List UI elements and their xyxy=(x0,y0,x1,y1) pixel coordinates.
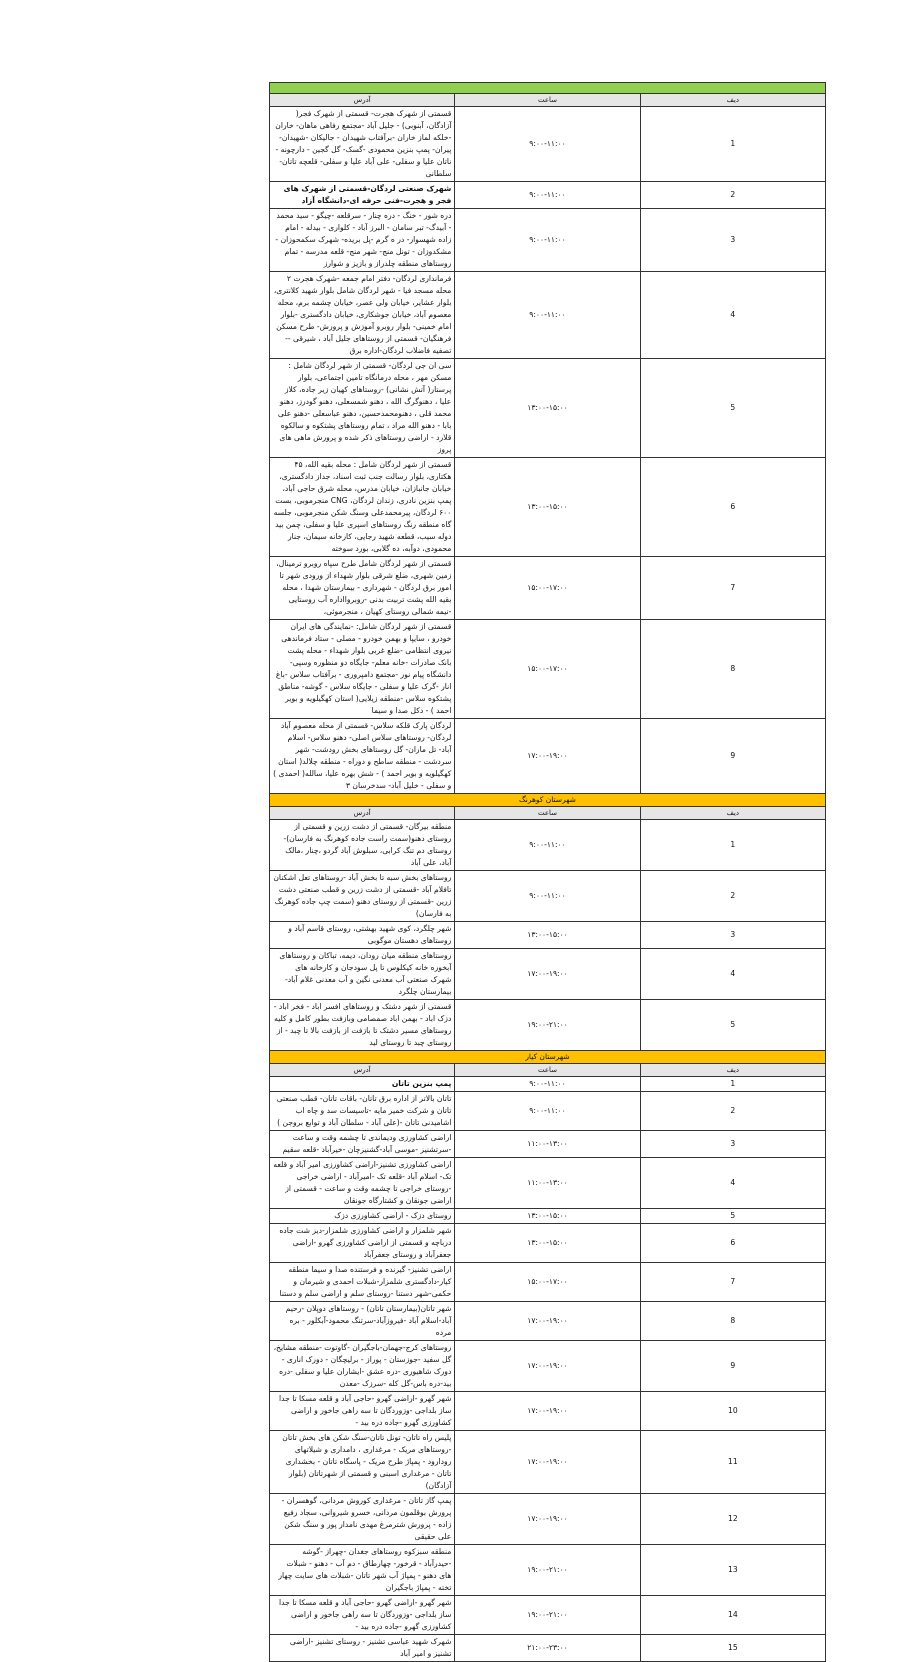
row-address: قسمتی از شهر دشتک و روستاهای افسر اباد - فخر اباد - دزک اباد - بهمن اباد صمصامی وبازفت بطور کامل و کلیه روستاهای مسیر دشتک تا بازفت از بازفت بالا تا چبد - از روستای چبد تا روستای لید xyxy=(270,1000,455,1051)
row-number: 8 xyxy=(640,1302,825,1341)
row-time: ۱۱:۰۰-۱۳:۰۰ xyxy=(455,1158,640,1209)
row-address: قسمتی از شهرک هجرت- قسمتی از شهرک فجر( آزادگان، آبنوبی) - جلیل آباد -مجتمع رفاهی ماهان- خاران -خلکه لماز خاران -برآفتاب شهیدان - جالیکان -شهیدان- پیران- پمپ بنزین محمودی -گسک- گل گجین - دارچونه - ناتان علیا و سفلی- علی آباد علیا و سفلی- قلعچه تاتان- سلطانی xyxy=(270,107,455,182)
row-address: اراضی تشنیز- گیرنده و فرستنده صدا و سیما منطقه کیار-دادگستری شلمزار-شبلات احمدی و شیرمان و حکمی-شهر دستنا -روستای سلم و اراضی سلم و دستنا xyxy=(270,1263,455,1302)
section-title: شهرستان کوهرنگ xyxy=(270,794,826,807)
row-time: ۱۷:۰۰-۱۹:۰۰ xyxy=(455,719,640,794)
row-number: 7 xyxy=(640,557,825,620)
row-time: ۱۳:۰۰-۱۵:۰۰ xyxy=(455,1209,640,1224)
row-address: روستاهای منطقه میان رودان، دیمه، تباکان و روستاهای آبخوره خانه کیکلوس تا پل سودجان و کارخانه های شهرک صنعتی آب معدنی نگین و آب معدنی غلام آباد- بیمارستان چلگرد xyxy=(270,949,455,1000)
row-number: 3 xyxy=(640,922,825,949)
row-time: ۹:۰۰-۱۱:۰۰ xyxy=(455,1092,640,1131)
row-address: شهر گهرو -اراضی گهرو -حاجی آباد و قلعه مسکا تا جدا ساز بلداجی -وزوردگان تا سه راهی جاخور و اراضی کشاورزی گهرو -جاده دره بید - xyxy=(270,1392,455,1431)
row-number: 14 xyxy=(640,1596,825,1635)
table-row xyxy=(270,1431,826,1494)
header-addr: آدرس xyxy=(270,807,455,820)
row-number: 13 xyxy=(640,1545,825,1596)
row-address: تاتان بالاتر از اداره برق تاتان- باقات تاتان- قطب صنعتی تاتان و شرکت خمیر مایه -تاسیسات سد و چاه اب اشامیدنی تاتان -(علی آباد - سلطان آباد و توابع بروجن ) xyxy=(270,1092,455,1131)
row-number: 2 xyxy=(640,871,825,922)
row-address: لردگان پارک قلکه سلاس- قسمتی از محله معصوم آباد لردگان- روستاهای سلاس اصلی- دهنو سلاس- اسلام آباد- تل ماران- گل روستاهای بخش رودشت- شهر سردشت - منطقه ساطح و دوراه - منطقه چلالد( استان کهگیلویه و بویر احمد ) - شش بهره علیا، سالله( احمدی ) و سفلی - خلیل آباد- سدخرسان ۳ xyxy=(270,719,455,794)
outage-schedule-table xyxy=(269,82,826,1662)
table-row xyxy=(270,949,826,1000)
table-row xyxy=(270,871,826,922)
table-row xyxy=(270,1131,826,1158)
row-number: 2 xyxy=(640,1092,825,1131)
section-title-row xyxy=(270,83,826,94)
row-address: شهرک صنعتی لردگان-قسمتی از شهرک های فجر و هجرت-فنی حرفه ای-دانشگاه آزاد xyxy=(270,182,455,209)
row-time: ۱۳:۰۰-۱۵:۰۰ xyxy=(455,922,640,949)
row-address: روستای دزک - اراضی کشاورزی دزک xyxy=(270,1209,455,1224)
table-row xyxy=(270,922,826,949)
table-row xyxy=(270,1545,826,1596)
header-addr: آدرس xyxy=(270,1064,455,1077)
section-title xyxy=(270,83,826,94)
table-row xyxy=(270,1635,826,1662)
table-row xyxy=(270,1302,826,1341)
row-number: 5 xyxy=(640,359,825,458)
row-number: 8 xyxy=(640,620,825,719)
section-title-row xyxy=(270,1051,826,1064)
row-address: روستاهای بخش سبه تا بخش آباد -روستاهای تعل اشکنان تافلام آباد -قسمتی از دشت زرین و قطب صنعتی دشت زرین -قسمتی از روستای دهنو (سمت چپ جاده کوهرنگ به فارسان) xyxy=(270,871,455,922)
row-time: ۱۵:۰۰-۱۷:۰۰ xyxy=(455,557,640,620)
table-row xyxy=(270,620,826,719)
row-number: 4 xyxy=(640,272,825,359)
row-number: 12 xyxy=(640,1494,825,1545)
row-number: 3 xyxy=(640,209,825,272)
row-address: پمپ بنزین تاتان xyxy=(270,1077,455,1092)
row-time: ۹:۰۰-۱۱:۰۰ xyxy=(455,871,640,922)
header-row xyxy=(270,807,826,820)
row-time: ۹:۰۰-۱۱:۰۰ xyxy=(455,107,640,182)
row-time: ۱۷:۰۰-۱۹:۰۰ xyxy=(455,949,640,1000)
row-time: ۱۹:۰۰-۲۱:۰۰ xyxy=(455,1000,640,1051)
row-address: قسمتی از شهر لردگان شامل طرح سپاه روبرو ترمینال، زمین شهری، ضلع شرقی بلوار شهداء از ورودی شهر تا امور برق لردگان - شهرداری - بیمارستان شهدا ، محله بقیه الله پشت تربیت بدنی -روبروااداره آب روستایی -نیمه شمالی روستای کهیان ، منجرموئی، xyxy=(270,557,455,620)
table-row xyxy=(270,272,826,359)
row-address: منطقه بیرگان- قسمتی از دشت زرین و قسمتی از روستای دهنو(سمت راست جاده کوهرنگ به فارسان)- روستای دم تنگ کرابی، سبلوش آباد گردو ،چنار ،مالک آباد، علی آباد xyxy=(270,820,455,871)
row-time: ۲۱:۰۰-۲۳:۰۰ xyxy=(455,1635,640,1662)
row-number: 1 xyxy=(640,107,825,182)
row-time: ۱۵:۰۰-۱۷:۰۰ xyxy=(455,1263,640,1302)
row-time: ۱۷:۰۰-۱۹:۰۰ xyxy=(455,1341,640,1392)
row-time: ۹:۰۰-۱۱:۰۰ xyxy=(455,272,640,359)
header-row xyxy=(270,94,826,107)
table-row xyxy=(270,557,826,620)
table-row xyxy=(270,719,826,794)
row-address: دره شور - خنگ - دره چنار - سرقلعه -چیگو - سید محمد - آبیدگ- تبر سامان - البرز آباد - کلواری - بیدله - امام زاده شهسوار- در ه گرم -پل بریده- شهرک سکمحوزان - مشکدوزان - تونل منج- شهر منج- قلعه مدرسه - تمام روستاهای منطقه چلدراز و بازیز و شوارز xyxy=(270,209,455,272)
row-time: ۹:۰۰-۱۱:۰۰ xyxy=(455,182,640,209)
row-address: پلیس راه تاتان- تونل تاتان-سنگ شکن های بخش تاتان -روستاهای مریک - مرغداری ، دامداری و شیلاتهای رودارود - پمپاژ طرح مریک - پاسگاه تاتان - بخشداری تاتان - مرغداری اسبنی و قسمتی از شهرتاتان (بلوار آزادگان) xyxy=(270,1431,455,1494)
row-time: ۱۳:۰۰-۱۵:۰۰ xyxy=(455,458,640,557)
row-number: 15 xyxy=(640,1635,825,1662)
table-row xyxy=(270,1158,826,1209)
header-time: ساعت xyxy=(455,807,640,820)
row-time: ۱۵:۰۰-۱۷:۰۰ xyxy=(455,620,640,719)
row-time: ۹:۰۰-۱۱:۰۰ xyxy=(455,209,640,272)
table-row xyxy=(270,1341,826,1392)
row-number: 2 xyxy=(640,182,825,209)
row-time: ۱۳:۰۰-۱۵:۰۰ xyxy=(455,359,640,458)
row-number: 5 xyxy=(640,1000,825,1051)
row-time: ۱۱:۰۰-۱۳:۰۰ xyxy=(455,1131,640,1158)
row-address: شهر تاتان(بیمارستان تاتان) - روستاهای دوپلان -رحیم آباد-اسلام آباد -فیروزآباد-سرتنگ محمود-آبکلور - بره مرده xyxy=(270,1302,455,1341)
row-number: 4 xyxy=(640,949,825,1000)
row-address: قسمتی از شهر لردگان شامل: -نمایندگی های ایران خودرو ، سایپا و بهمن خودرو - مصلی - ستاد فرماندهی نیروی انتظامی -ضلع غربی بلوار شهداء - محله پشت بانک صادرات -خانه معلم- جایگاه دو منظوره وسپی- دانشگاه پیام نور -مجتمع دامپروری - برآفتاب سلاس -باغ انار -گرک علیا و سفلی - جایگاه سلاس - گوشه- مناطق پشتکوه سلاس -منطقه زیلایی( استان کهگیلویه و بویر احمد ) - دکل صدا و سیما xyxy=(270,620,455,719)
row-time: ۱۷:۰۰-۱۹:۰۰ xyxy=(455,1392,640,1431)
table-row xyxy=(270,1077,826,1092)
row-time: ۱۹:۰۰-۲۱:۰۰ xyxy=(455,1545,640,1596)
table-row xyxy=(270,1092,826,1131)
row-number: 6 xyxy=(640,1224,825,1263)
row-number: 11 xyxy=(640,1431,825,1494)
row-number: 10 xyxy=(640,1392,825,1431)
table-row xyxy=(270,820,826,871)
row-address: فرمانداری لردگان- دفتر امام جمعه -شهرک هجرت ۲ محله مسجد فیا - شهر لردگان شامل بلوار شهید کلانتری، بلوار عشایر، خیابان ولی عصر، خیابان چشمه برم، محله معصوم آباد، خیابان جوشکاری، خیابان دادگستری -بلوار امام خمینی- بلوار روبرو آموزش و پرورش- طرح مسکن فرهنگیان- قسمتی از روستاهای جلیل آباد ، شیرقی -- تصفیه فاضلاب لردگان-اداره برق xyxy=(270,272,455,359)
row-number: 7 xyxy=(640,1263,825,1302)
row-address: شهر شلمزار و اراضی کشاورزی شلمزار-دیز شت جاده درباچه و قسمتی از اراضی کشاورزی گهرو -اراضی جعفرآباد و روستای جعفرآباد xyxy=(270,1224,455,1263)
header-num: دیف xyxy=(640,1064,825,1077)
schedule-body xyxy=(270,83,826,1662)
row-time: ۱۷:۰۰-۱۹:۰۰ xyxy=(455,1431,640,1494)
row-time: ۱۷:۰۰-۱۹:۰۰ xyxy=(455,1302,640,1341)
table-row xyxy=(270,1224,826,1263)
header-addr: آدرس xyxy=(270,94,455,107)
table-row xyxy=(270,209,826,272)
section-title-row xyxy=(270,794,826,807)
table-row xyxy=(270,1596,826,1635)
header-time: ساعت xyxy=(455,94,640,107)
row-number: 1 xyxy=(640,1077,825,1092)
table-row xyxy=(270,1263,826,1302)
row-number: 1 xyxy=(640,820,825,871)
row-address: سی ان جی لردگان- قسمتی از شهر لردگان شامل : مسکن مهر ، محله درمانگاه تامین اجتماعی، بلوار پرستار( آتش نشانی) -روستاهای کهیان زیر جاده، کلاز علیا ، دهنوگرگ الله ، دهنو شمسعلی، دهنو گودرز، دهنو محمد قلی ، دهنومحمدحسین، دهنو عباسعلی -دهنو علی بابا - دهنو الله مراد ، تمام روستاهای پشتکوه و سالکوه قلارد - اراضی روستاهای ذکر شده و پرورش ماهی های پروز xyxy=(270,359,455,458)
header-time: ساعت xyxy=(455,1064,640,1077)
header-num: دیف xyxy=(640,807,825,820)
row-address: شهرک شهید عباسی تشنیز - روستای تشنیز -اراضی تشنیز و امیر آباد xyxy=(270,1635,455,1662)
row-address: اراضی کشاورزی تشنیز-اراضی کشاورزی امیر آباد و قلعه تک- اسلام آباد -قلعه تک -امیرآباد - اراضی خراجی -روستای خراجی تا چشمه وقت و ساعت - قسمتی از اراضی جونقان و کشتارگاه جونقان xyxy=(270,1158,455,1209)
table-row xyxy=(270,1494,826,1545)
row-time: ۹:۰۰-۱۱:۰۰ xyxy=(455,820,640,871)
header-row xyxy=(270,1064,826,1077)
row-time: ۱۳:۰۰-۱۵:۰۰ xyxy=(455,1224,640,1263)
row-number: 4 xyxy=(640,1158,825,1209)
row-time: ۱۹:۰۰-۲۱:۰۰ xyxy=(455,1596,640,1635)
row-address: شهر چلگرد، کوی شهید بهشتی، روستای قاسم آباد و روستاهای دهستان موگوبی xyxy=(270,922,455,949)
table-row xyxy=(270,458,826,557)
row-address: منطقه سبزکوه روستاهای جغدان -چهراز -گوشه -حیدرآباد - قرخور- چهارطاق - دم آب - دهنو - شبلات های دهنو - پمپاژ آب شهر تاتان -شبلات های سایت چهار تخته - پمپاژ باجگیران xyxy=(270,1545,455,1596)
row-time: ۱۷:۰۰-۱۹:۰۰ xyxy=(455,1494,640,1545)
row-address: روستاهای کرج-جهمان-باجگیران -گاوتوت -منطقه مشایخ، گل سفید -جوزستان - پوراز - برلیچگان - دورک اناری - دورک شاهیوری -دره عشق -ایشاران علیا و سفلی -دره بید-دره باس-گل کله -سرزک -معدن xyxy=(270,1341,455,1392)
row-number: 6 xyxy=(640,458,825,557)
row-number: 9 xyxy=(640,719,825,794)
table-row xyxy=(270,182,826,209)
row-address: شهر گهرو -اراضی گهرو -حاجی آباد و قلعه مسکا تا جدا ساز بلداجی -وزوردگان تا سه راهی جاخور و اراضی کشاورزی گهرو -جاده دره بید - xyxy=(270,1596,455,1635)
row-number: 9 xyxy=(640,1341,825,1392)
table-row xyxy=(270,1209,826,1224)
row-number: 3 xyxy=(640,1131,825,1158)
row-address: اراضی کشاورزی ودیماندی تا چشمه وقت و ساعت -سرتشنیز -موسی آباد-گشنیزچان -خیرآباد -قلعه سقیم xyxy=(270,1131,455,1158)
table-row xyxy=(270,1392,826,1431)
table-row xyxy=(270,107,826,182)
table-row xyxy=(270,359,826,458)
section-title: شهرستان کیار xyxy=(270,1051,826,1064)
row-address: پمپ گاز تاتان - مرغداری کوروش مردانی، گوهسران - پرورش بوقلمون مردانی، خسرو شیروانی، سجاد رفیع زاده - پرورش شترمرغ مهدی نامدار پور و سنگ شکن علی حقیقی xyxy=(270,1494,455,1545)
row-address: قسمتی از شهر لردگان شامل : محله بقیه الله، ۴۵ هکتاری، بلوار رسالت جنب ثبت اسناد، جداز دادگستری، خیابان جانبازان، خیابان مدرس، محله شرق حاجی آباد، پمپ بنزین نادری، زندان لردگان، CNG منجرموبی، بست ۶۰۰ لردگان، پیرمحمدعلی وسنگ شکن منجرموبی، جلسه گاه منطقه رنگ روستاهای اسپری علیا و سفلی، چمن بید دوله سیب، قطعه شهید رجایی، کارخانه سیمان، جنار محمودی، دوآبه، ده گلابی، بورد سوخته xyxy=(270,458,455,557)
row-time: ۹:۰۰-۱۱:۰۰ xyxy=(455,1077,640,1092)
header-num: دیف xyxy=(640,94,825,107)
row-number: 5 xyxy=(640,1209,825,1224)
table-row xyxy=(270,1000,826,1051)
